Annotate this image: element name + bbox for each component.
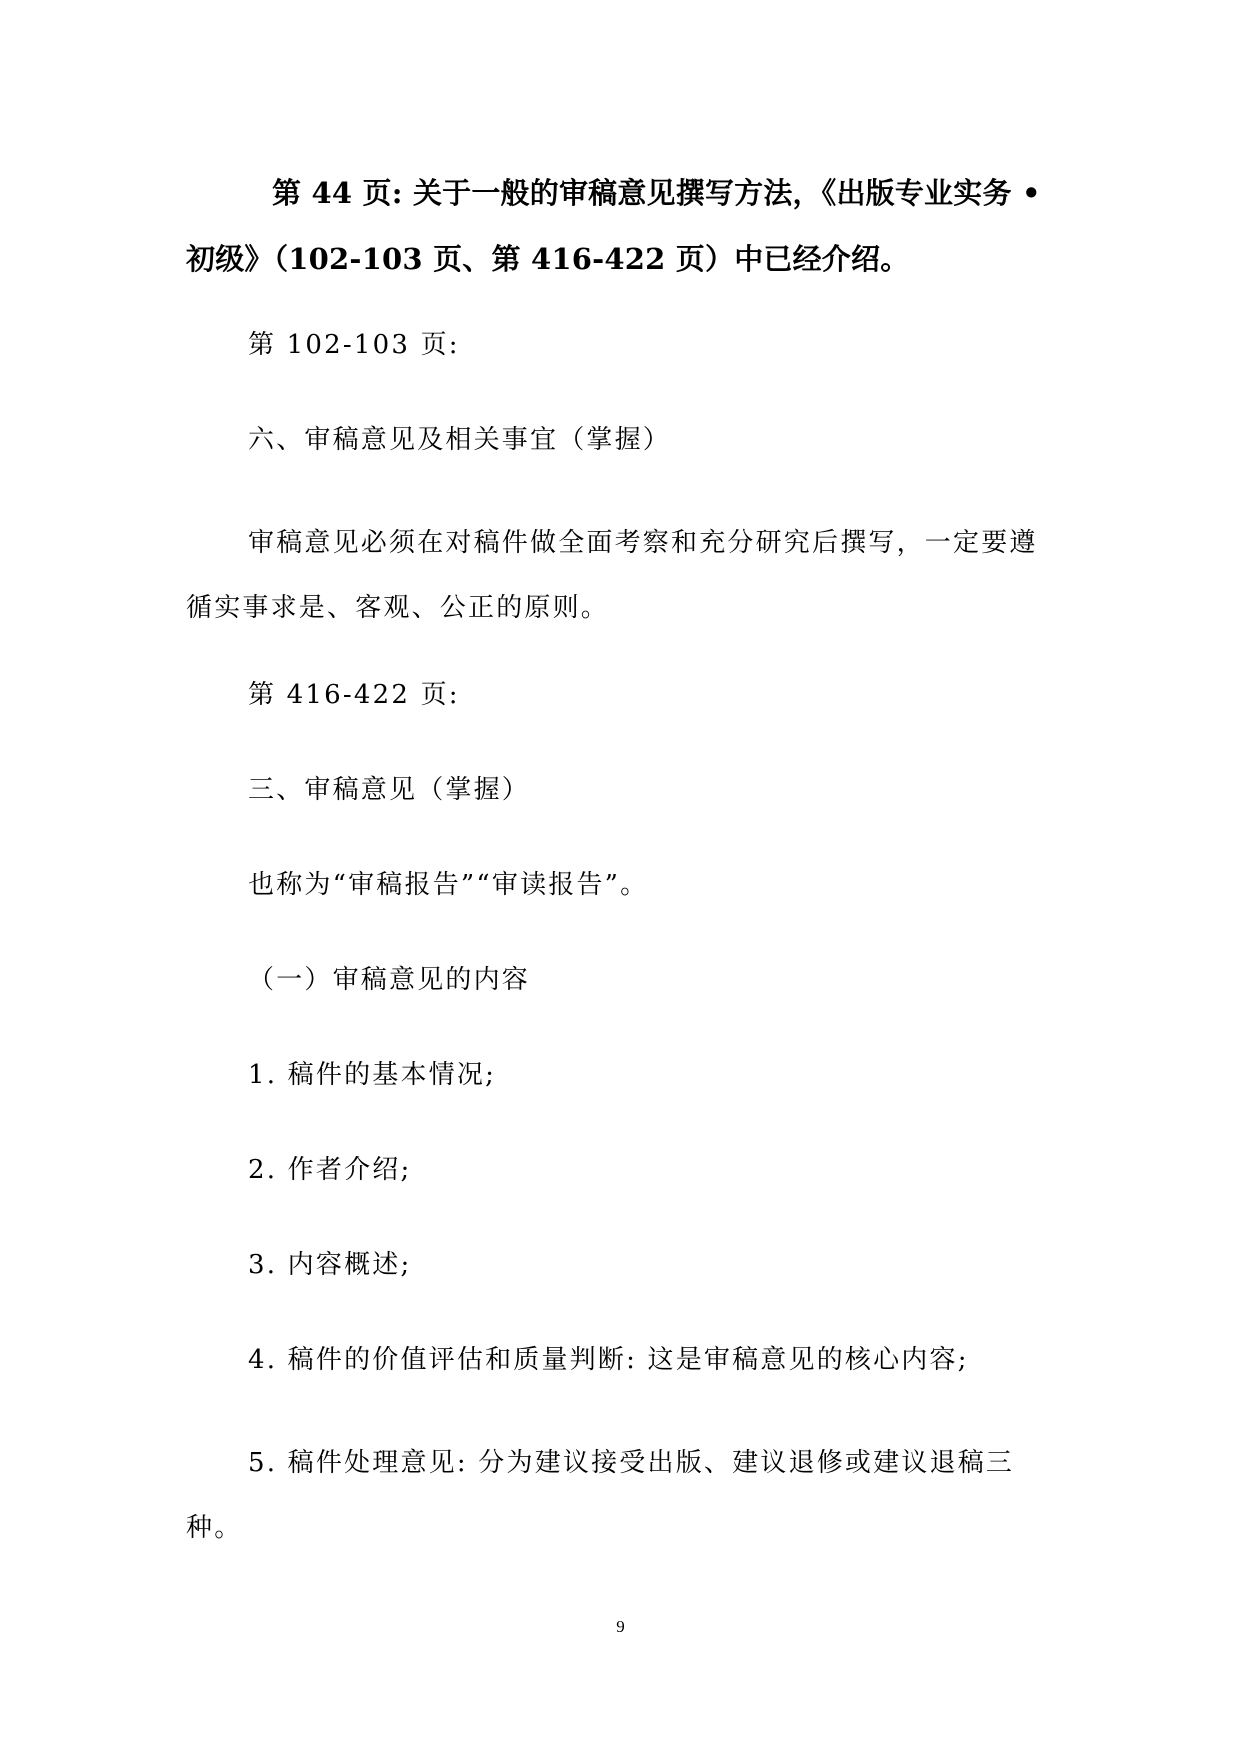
paragraph-section-six: 六、审稿意见及相关事宜（掌握） <box>248 425 672 455</box>
document-body <box>186 160 1051 1591</box>
paragraph-review-principle: 审稿意见必须在对稿件做全面考察和充分研究后撰写，一定要遵循实事求是、客观、公正的原则。 <box>186 528 1038 623</box>
paragraph-subsection-one: （一）审稿意见的内容 <box>248 965 531 995</box>
list-item-4: 4. 稿件的价值评估和质量判断: 这是审稿意见的核心内容; <box>248 1345 969 1375</box>
paragraph-alias: 也称为“审稿报告”“审读报告”。 <box>248 870 649 900</box>
paragraph-section-three: 三、审稿意见（掌握） <box>248 775 531 805</box>
section-heading: 第 44 页: 关于一般的审稿意见撰写方法，《出版专业实务 • 初级》（102-103 页、第 416-422 页）中已经介绍。 <box>186 176 1041 276</box>
list-item-5: 5. 稿件处理意见: 分为建议接受出版、建议退修或建议退稿三种。 <box>186 1448 1015 1543</box>
paragraph-page-ref-416: 第 416-422 页: <box>248 680 460 710</box>
list-item-3: 3. 内容概述; <box>248 1250 412 1280</box>
page-number: 9 <box>616 1617 625 1636</box>
paragraph-page-ref-102: 第 102-103 页: <box>248 330 460 360</box>
list-item-1: 1. 稿件的基本情况; <box>248 1060 497 1090</box>
list-item-2: 2. 作者介绍; <box>248 1155 412 1185</box>
